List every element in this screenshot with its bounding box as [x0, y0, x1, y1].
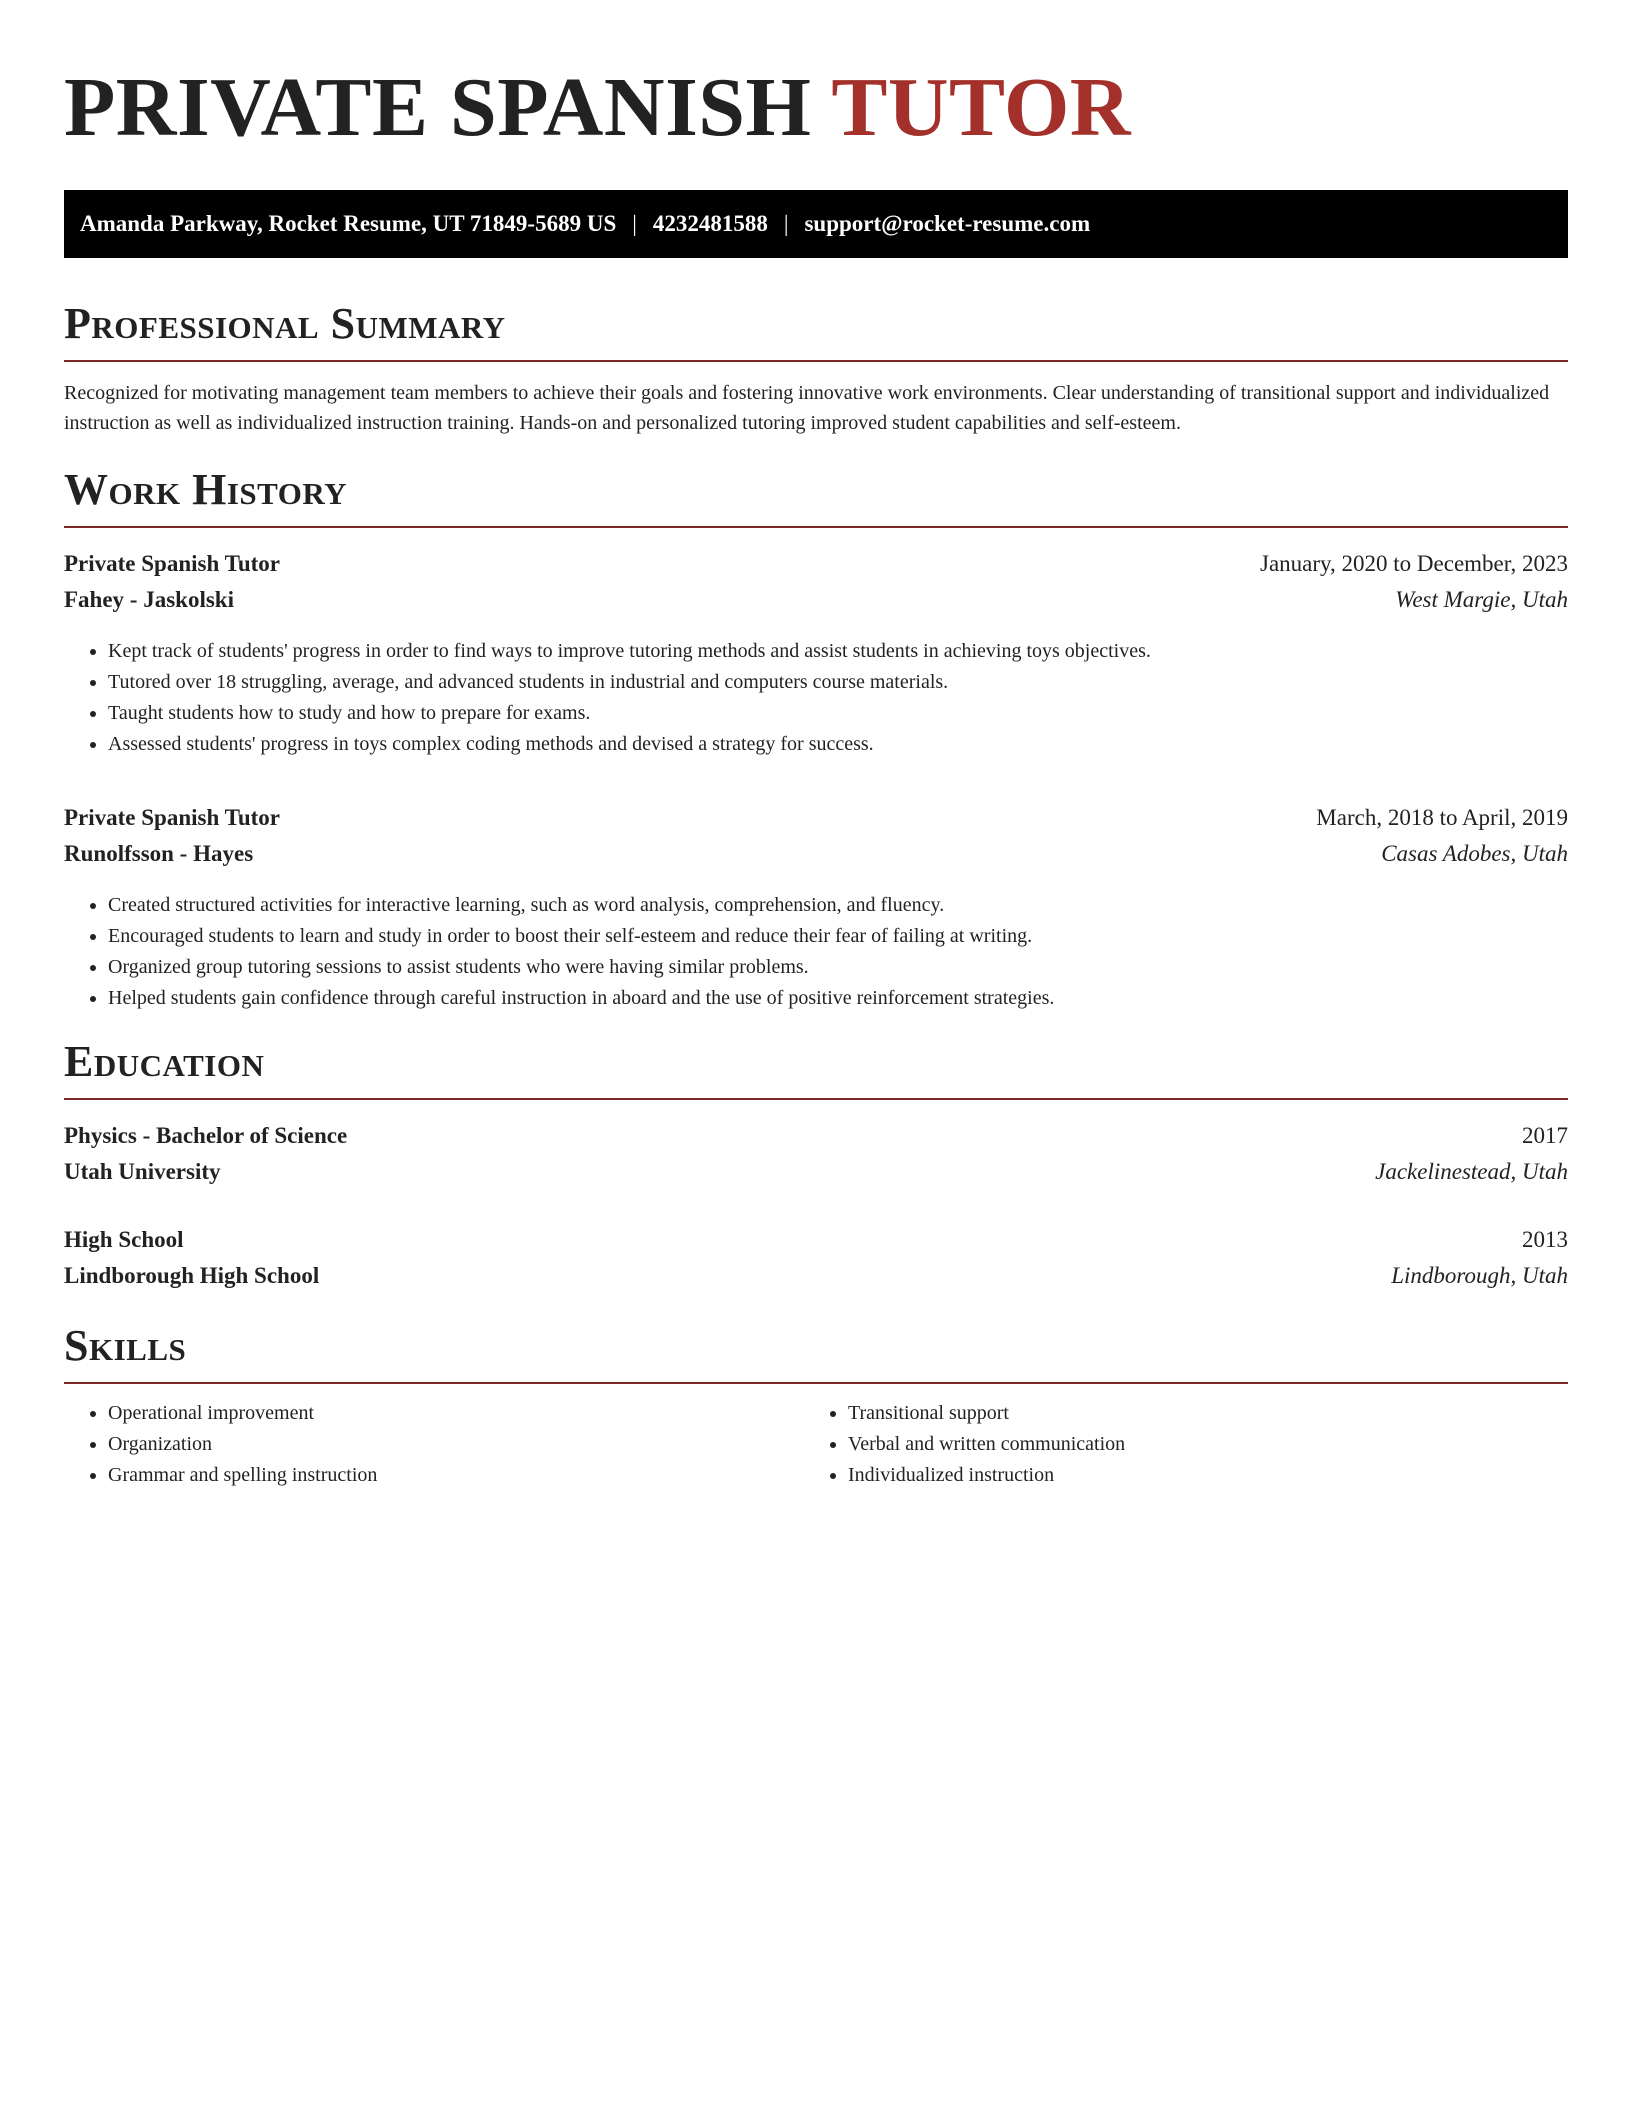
- education-entry: [64, 1222, 1568, 1294]
- skills-list-left: [64, 1398, 804, 1491]
- job-location: West Margie, Utah: [1395, 587, 1568, 612]
- job-entry: [64, 546, 1568, 760]
- section-heading: Skills: [64, 1324, 1568, 1384]
- list-item: • Helped students gain confidence through careful instruction in aboard and the use of positive reinforcement strategies.: [108, 983, 1568, 1014]
- list-item: • Operational improvement: [108, 1398, 804, 1429]
- job-bullets: [64, 636, 1568, 760]
- title-main: PRIVATE SPANISH: [64, 61, 812, 154]
- education-degree-row: [64, 1118, 1568, 1154]
- contact-phone: 4232481588: [652, 211, 768, 236]
- job-company-row: [64, 582, 1568, 618]
- education-degree: High School: [64, 1227, 184, 1252]
- skills-list-right: [804, 1398, 1544, 1491]
- job-header-row: [64, 546, 1568, 582]
- section-heading: Work History: [64, 468, 1568, 528]
- job-title: Private Spanish Tutor: [64, 805, 280, 830]
- job-title: Private Spanish Tutor: [64, 551, 280, 576]
- education-location: Lindborough, Utah: [1391, 1263, 1568, 1288]
- list-item: • Organization: [108, 1429, 804, 1460]
- education-location: Jackelinestead, Utah: [1375, 1159, 1568, 1184]
- job-entry: [64, 800, 1568, 1014]
- list-item: • Grammar and spelling instruction: [108, 1460, 804, 1491]
- title-accent: TUTOR: [831, 61, 1132, 154]
- education-school: Utah University: [64, 1159, 221, 1184]
- section-education: [64, 1037, 1568, 1294]
- job-bullets: [64, 890, 1568, 1014]
- list-item: • Verbal and written communication: [848, 1429, 1544, 1460]
- education-year: 2017: [1522, 1123, 1568, 1148]
- education-entry: [64, 1118, 1568, 1190]
- education-degree: Physics - Bachelor of Science: [64, 1123, 348, 1148]
- education-degree-row: [64, 1222, 1568, 1258]
- resume-title: [64, 61, 1568, 154]
- contact-address: Amanda Parkway, Rocket Resume, UT 71849-5689 US: [80, 211, 617, 236]
- section-heading: Education: [64, 1040, 1568, 1100]
- job-header-row: [64, 800, 1568, 836]
- education-school-row: [64, 1154, 1568, 1190]
- job-dates: March, 2018 to April, 2019: [1316, 805, 1568, 830]
- job-company-row: [64, 836, 1568, 872]
- list-item: • Kept track of students' progress in order to find ways to improve tutoring methods and assist students in achieving toys objectives.: [108, 636, 1568, 667]
- education-school-row: [64, 1258, 1568, 1294]
- job-company: Runolfsson - Hayes: [64, 841, 254, 866]
- contact-bar: [64, 190, 1568, 258]
- list-item: • Transitional support: [848, 1398, 1544, 1429]
- section-skills: [64, 1321, 1568, 1491]
- list-item: • Organized group tutoring sessions to assist students who were having similar problems.: [108, 952, 1568, 983]
- job-location: Casas Adobes, Utah: [1381, 841, 1568, 866]
- contact-email: support@rocket-resume.com: [804, 211, 1091, 236]
- list-item: • Taught students how to study and how to prepare for exams.: [108, 698, 1568, 729]
- education-year: 2013: [1522, 1227, 1568, 1252]
- section-summary: [64, 299, 1568, 438]
- list-item: • Encouraged students to learn and study in order to boost their self-esteem and reduce their fear of failing at writing.: [108, 921, 1568, 952]
- list-item: • Assessed students' progress in toys complex coding methods and devised a strategy for success.: [108, 729, 1568, 760]
- contact-separator: |: [632, 211, 637, 236]
- list-item: • Tutored over 18 struggling, average, and advanced students in industrial and computers course materials.: [108, 667, 1568, 698]
- summary-text: Recognized for motivating management team members to achieve their goals and fostering innovative work environments. Clear understanding of transitional support and individualized instruction as well as individualized instruction training. Hands-on and personalized tutoring improved student capabilities and self-esteem.: [64, 382, 1550, 434]
- section-work-history: [64, 465, 1568, 1014]
- skills-columns: [64, 1398, 1568, 1491]
- section-heading: Professional Summary: [64, 302, 1568, 362]
- job-company: Fahey - Jaskolski: [64, 587, 234, 612]
- job-dates: January, 2020 to December, 2023: [1260, 551, 1568, 576]
- list-item: • Created structured activities for interactive learning, such as word analysis, comprehension, and fluency.: [108, 890, 1568, 921]
- contact-separator: |: [783, 211, 789, 236]
- education-school: Lindborough High School: [64, 1263, 320, 1288]
- list-item: • Individualized instruction: [848, 1460, 1544, 1491]
